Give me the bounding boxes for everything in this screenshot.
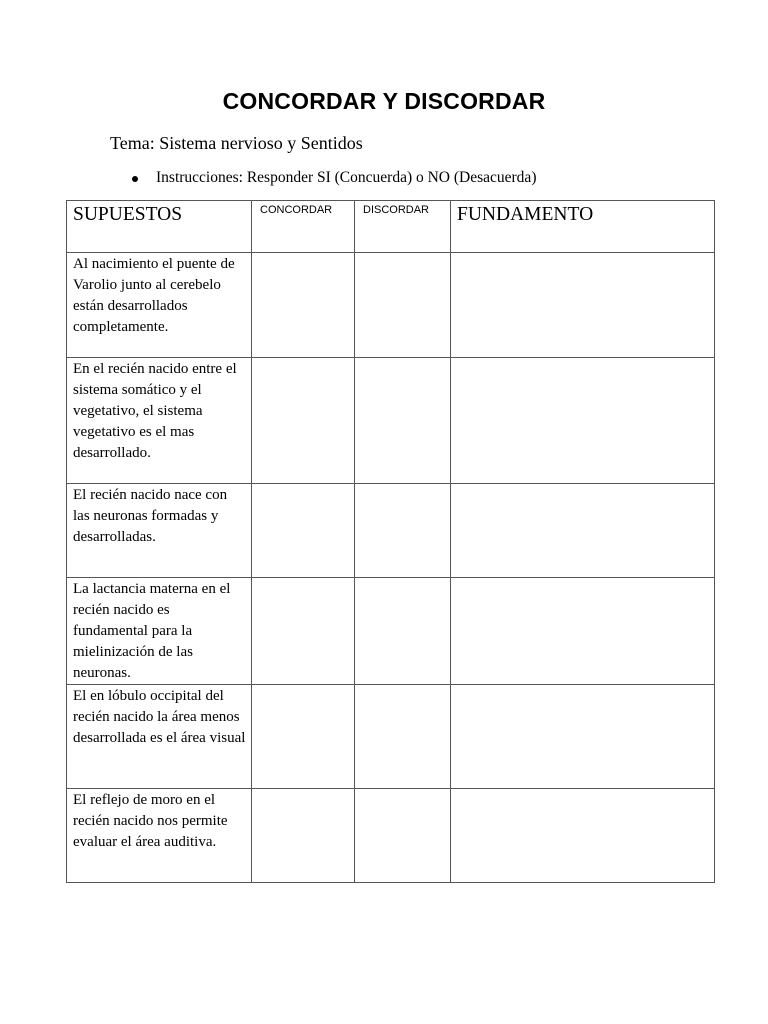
- fundamento-cell[interactable]: [451, 789, 715, 883]
- table-row: [67, 578, 715, 685]
- supuesto-cell: El reflejo de moro en el recién nacido nos permite evaluar el área auditiva.: [67, 789, 252, 883]
- header-concordar: CONCORDAR: [252, 201, 355, 253]
- document-title: CONCORDAR Y DISCORDAR: [222, 88, 546, 114]
- table-row: [67, 358, 715, 484]
- concordar-cell[interactable]: [252, 685, 355, 789]
- table-row: [67, 685, 715, 789]
- supuesto-cell: El recién nacido nace con las neuronas formadas y desarrolladas.: [67, 484, 252, 578]
- header-fundamento: FUNDAMENTO: [451, 201, 715, 253]
- fundamento-cell[interactable]: [451, 253, 715, 358]
- discordar-cell[interactable]: [355, 685, 451, 789]
- concordar-cell[interactable]: [252, 578, 355, 685]
- fundamento-cell[interactable]: [451, 685, 715, 789]
- agreement-table: [66, 200, 715, 883]
- concordar-cell[interactable]: [252, 358, 355, 484]
- supuesto-cell: Al nacimiento el puente de Varolio junto al cerebelo están desarrollados completamente.: [67, 253, 252, 358]
- table-row: [67, 484, 715, 578]
- concordar-cell[interactable]: [252, 789, 355, 883]
- discordar-cell[interactable]: [355, 789, 451, 883]
- fundamento-cell[interactable]: [451, 484, 715, 578]
- topic-line: Tema: Sistema nervioso y Sentidos: [110, 133, 363, 153]
- instructions-line: Instrucciones: Responder SI (Concuerda) o NO (Desacuerda): [156, 169, 537, 186]
- discordar-cell[interactable]: [355, 253, 451, 358]
- discordar-cell[interactable]: [355, 358, 451, 484]
- concordar-cell[interactable]: [252, 253, 355, 358]
- table-row: [67, 789, 715, 883]
- supuesto-cell: El en lóbulo occipital del recién nacido la área menos desarrollada es el área visual: [67, 685, 252, 789]
- table-row: [67, 253, 715, 358]
- bullet-icon: [132, 176, 138, 182]
- discordar-cell[interactable]: [355, 578, 451, 685]
- table-header-row: [67, 201, 715, 253]
- supuesto-cell: En el recién nacido entre el sistema somático y el vegetativo, el sistema vegetativo es el mas desarrollado.: [67, 358, 252, 484]
- discordar-cell[interactable]: [355, 484, 451, 578]
- concordar-cell[interactable]: [252, 484, 355, 578]
- header-supuestos: SUPUESTOS: [67, 201, 252, 253]
- fundamento-cell[interactable]: [451, 358, 715, 484]
- fundamento-cell[interactable]: [451, 578, 715, 685]
- supuesto-cell: La lactancia materna en el recién nacido es fundamental para la mielinización de las neuronas.: [67, 578, 252, 685]
- header-discordar: DISCORDAR: [355, 201, 451, 253]
